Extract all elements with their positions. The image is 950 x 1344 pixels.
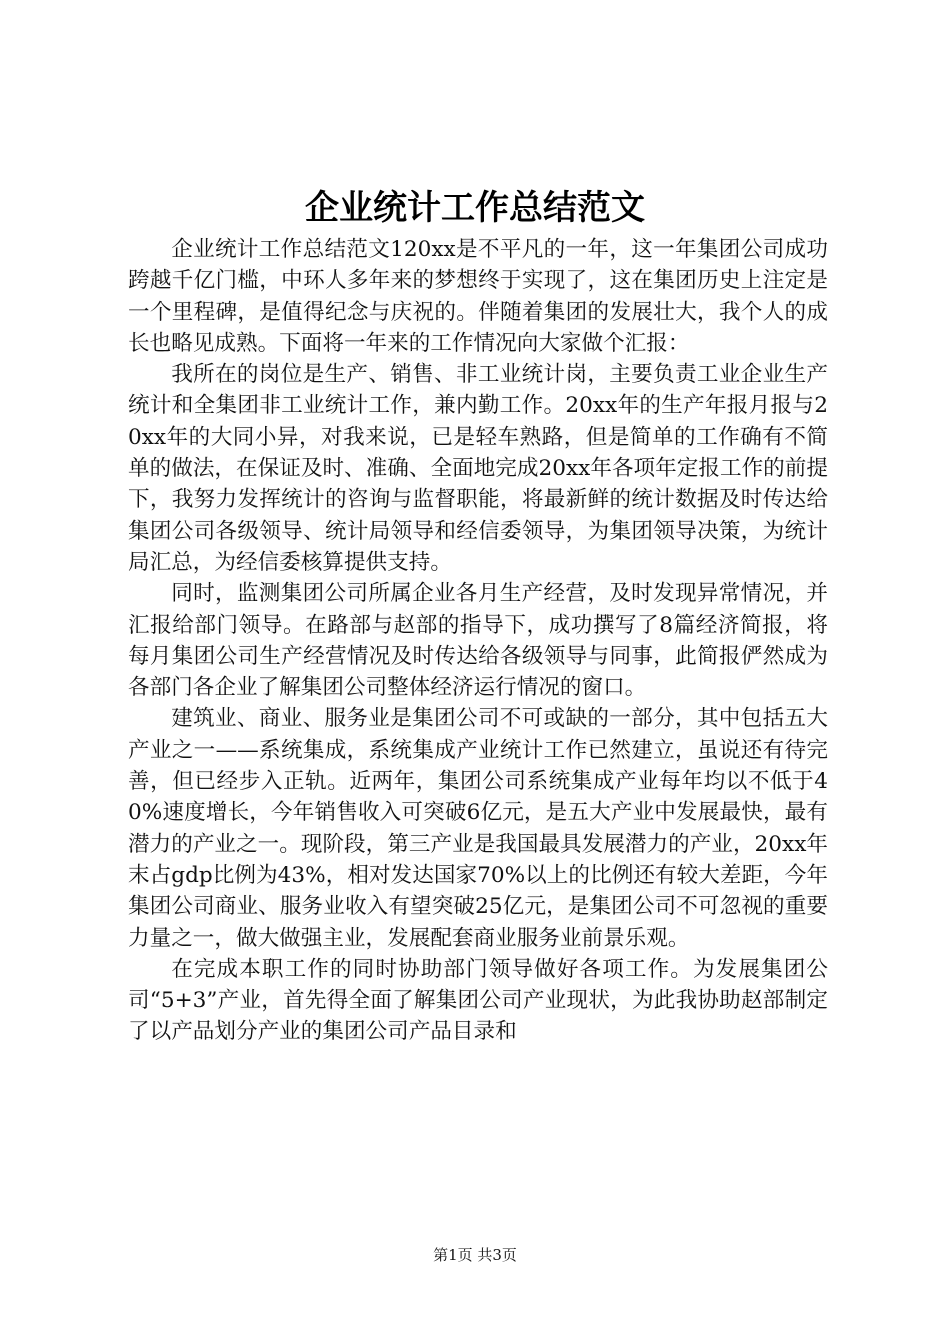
page-footer: 第1页 共3页	[433, 1246, 517, 1264]
paragraph-5: 在完成本职工作的同时协助部门领导做好各项工作。为发展集团公司“5+3”产业，首先得全面了解集团公司产业现状，为此我协助赵部制定了以产品划分产业的集团公司产品目录和	[128, 956, 828, 1045]
paragraph-1: 企业统计工作总结范文120xx是不平凡的一年，这一年集团公司成功跨越千亿门槛，中环人多年来的梦想终于实现了，这在集团历史上注定是一个里程碑，是值得纪念与庆祝的。伴随着集团的发展壮大，我个人的成长也略见成熟。下面将一年来的工作情况向大家做个汇报：	[128, 237, 828, 356]
paragraph-3: 同时，监测集团公司所属企业各月生产经营，及时发现异常情况，并汇报给部门领导。在路部与赵部的指导下，成功撰写了8篇经济简报，将每月集团公司生产经营情况及时传达给各级领导与同事，此简报俨然成为各部门各企业了解集团公司整体经济运行情况的窗口。	[128, 581, 828, 701]
paragraph-4: 建筑业、商业、服务业是集团公司不可或缺的一部分，其中包括五大产业之一——系统集成，系统集成产业统计工作已然建立，虽说还有待完善，但已经步入正轨。近两年，集团公司系统集成产业每年均以不低于40%速度增长，今年销售收入可突破6亿元，是五大产业中发展最快，最有潜力的产业之一。现阶段，第三产业是我国最具发展潜力的产业，20xx年末占gdp比例为43%，相对发达国家70%以上的比例还有较大差距，今年集团公司商业、服务业收入有望突破25亿元，是集团公司不可忽视的重要力量之一，做大做强主业，发展配套商业服务业前景乐观。	[128, 706, 828, 951]
paragraph-2: 我所在的岗位是生产、销售、非工业统计岗，主要负责工业企业生产统计和全集团非工业统计工作，兼内勤工作。20xx年的生产年报月报与20xx年的大同小异，对我来说，已是轻车熟路，但是简单的工作确有不简单的做法，在保证及时、准确、全面地完成20xx年各项年定报工作的前提下，我努力发挥统计的咨询与监督职能，将最新鲜的统计数据及时传达给集团公司各级领导、统计局领导和经信委领导，为集团领导决策，为统计局汇总，为经信委核算提供支持。	[128, 362, 828, 575]
document-title: 企业统计工作总结范文	[305, 188, 645, 228]
document-body	[128, 234, 828, 1048]
